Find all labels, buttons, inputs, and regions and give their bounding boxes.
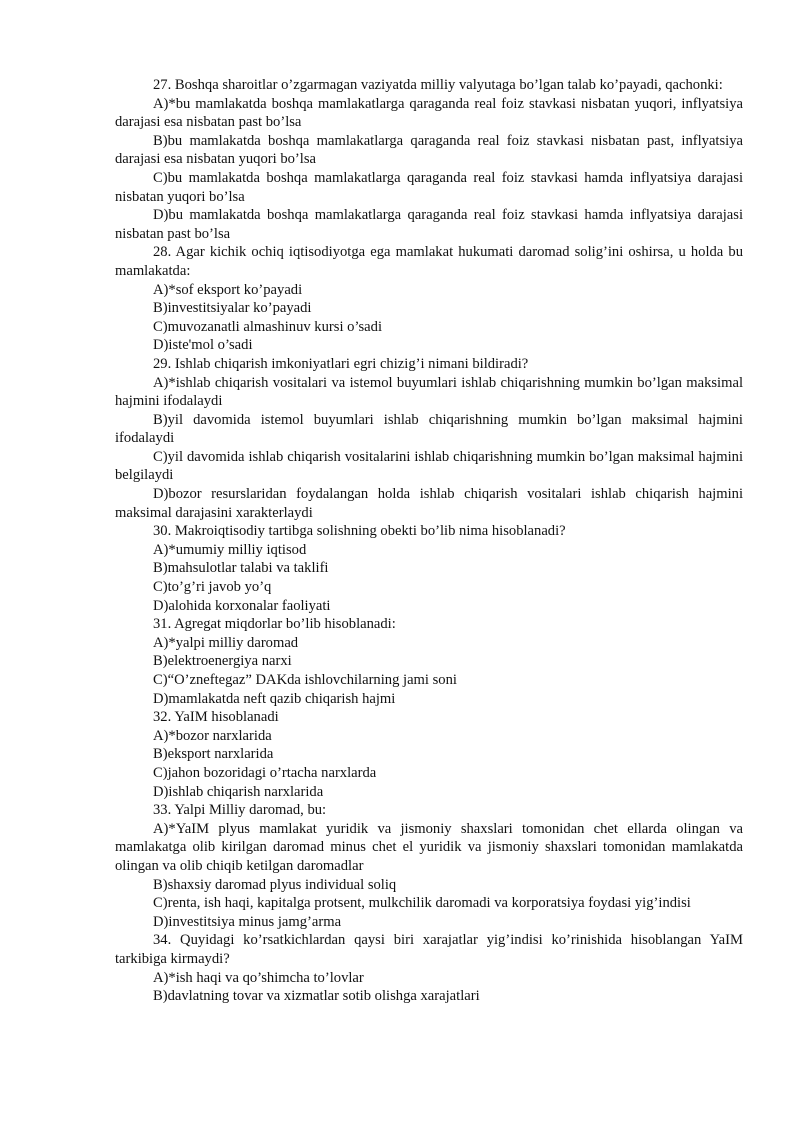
question-29: 29. Ishlab chiqarish imkoniyatlari egri chizig’i nimani bildiradi? bbox=[153, 355, 529, 372]
answer-30-a: A)*umumiy milliy iqtisod bbox=[153, 541, 307, 558]
answer-32-a: A)*bozor narxlarida bbox=[153, 727, 272, 744]
answer-28-d: D)iste'mol o’sadi bbox=[153, 337, 253, 354]
document-body bbox=[115, 76, 743, 1006]
answer-32-c: C)jahon bozoridagi o’rtacha narxlarda bbox=[153, 764, 377, 781]
question-28: 28. Agar kichik ochiq iqtisodiyotga ega mamlakat hukumati daromad solig’ini oshirsa, u holda bu mamlakatda: bbox=[115, 244, 743, 279]
question-30: 30. Makroiqtisodiy tartibga solishning obekti bo’lib nima hisoblanadi? bbox=[153, 523, 566, 540]
answer-28-b: B)investitsiyalar ko’payadi bbox=[153, 300, 312, 317]
answer-29-a: A)*ishlab chiqarish vositalari va istemol buyumlari ishlab chiqarishning mumkin bo’lgan maksimal hajmini ifodalaydi bbox=[115, 374, 743, 410]
answer-31-b: B)elektroenergiya narxi bbox=[153, 653, 292, 670]
answer-30-d: D)alohida korxonalar faoliyati bbox=[153, 597, 331, 614]
answer-34-b: B)davlatning tovar va xizmatlar sotib olishga xarajatlari bbox=[153, 988, 480, 1005]
answer-27-c: C)bu mamlakatda boshqa mamlakatlarga qaraganda real foiz stavkasi hamda inflyatsiya darajasi nisbatan yuqori bo’lsa bbox=[115, 169, 743, 205]
answer-30-b: B)mahsulotlar talabi va taklifi bbox=[153, 560, 329, 577]
question-31: 31. Agregat miqdorlar bo’lib hisoblanadi: bbox=[153, 616, 396, 633]
answer-29-c: C)yil davomida ishlab chiqarish vositalarini ishlab chiqarishning mumkin bo’lgan maksimal hajmini belgilaydi bbox=[115, 448, 743, 484]
answer-33-b: B)shaxsiy daromad plyus individual soliq bbox=[153, 876, 397, 893]
answer-27-b: B)bu mamlakatda boshqa mamlakatlarga qaraganda real foiz stavkasi nisbatan past, inflyatsiya darajasi esa nisbatan yuqori bo’lsa bbox=[115, 132, 743, 168]
question-33: 33. Yalpi Milliy daromad, bu: bbox=[153, 802, 327, 819]
answer-27-d: D)bu mamlakatda boshqa mamlakatlarga qaraganda real foiz stavkasi hamda inflyatsiya darajasi nisbatan past bo’lsa bbox=[115, 207, 743, 242]
answer-31-c: C)“O’zneftegaz” DAKda ishlovchilarning jami soni bbox=[153, 672, 457, 688]
answer-33-c: C)renta, ish haqi, kapitalga protsent, mulkchilik daromadi va korporatsiya foydasi yig’indisi bbox=[153, 895, 691, 912]
answer-33-a: A)*YaIM plyus mamlakat yuridik va jismoniy shaxslari tomonidan chet ellarda olingan va mamlakatga olib kirilgan daromad minus chet el yuridik va jismoniy shaxslari tomonidan mamlakatda olingan va olib chiqib ketilgan daromadlar bbox=[115, 820, 743, 874]
answer-32-d: D)ishlab chiqarish narxlarida bbox=[153, 783, 324, 800]
answer-32-b: B)eksport narxlarida bbox=[153, 746, 274, 763]
answer-28-c: C)muvozanatli almashinuv kursi o’sadi bbox=[153, 318, 383, 335]
answer-31-d: D)mamlakatda neft qazib chiqarish hajmi bbox=[153, 690, 396, 707]
answer-27-a: A)*bu mamlakatda boshqa mamlakatlarga qaraganda real foiz stavkasi nisbatan yuqori, inflyatsiya darajasi esa nisbatan past bo’lsa bbox=[115, 95, 743, 131]
answer-29-d: D)bozor resurslaridan foydalangan holda ishlab chiqarish vositalari ishlab chiqarish hajmini maksimal darajasini xarakterlaydi bbox=[115, 486, 743, 521]
question-32: 32. YaIM hisoblanadi bbox=[153, 709, 279, 726]
answer-31-a: A)*yalpi milliy daromad bbox=[153, 634, 299, 651]
answer-29-b: B)yil davomida istemol buyumlari ishlab chiqarishning mumkin bo’lgan maksimal hajmini ifodalaydi bbox=[115, 411, 743, 447]
answer-33-d: D)investitsiya minus jamg’arma bbox=[153, 913, 342, 930]
answer-34-a: A)*ish haqi va qo’shimcha to’lovlar bbox=[153, 969, 364, 986]
answer-30-c: C)to’g’ri javob yo’q bbox=[153, 579, 272, 596]
question-34: 34. Quyidagi ko’rsatkichlardan qaysi biri xarajatlar yig’indisi ko’rinishida hisoblangan YaIM tarkibiga kirmaydi? bbox=[115, 932, 743, 967]
answer-28-a: A)*sof eksport ko’payadi bbox=[153, 281, 303, 298]
question-27: 27. Boshqa sharoitlar o’zgarmagan vaziyatda milliy valyutaga bo’lgan talab ko’payadi, qachonki: bbox=[153, 77, 723, 93]
